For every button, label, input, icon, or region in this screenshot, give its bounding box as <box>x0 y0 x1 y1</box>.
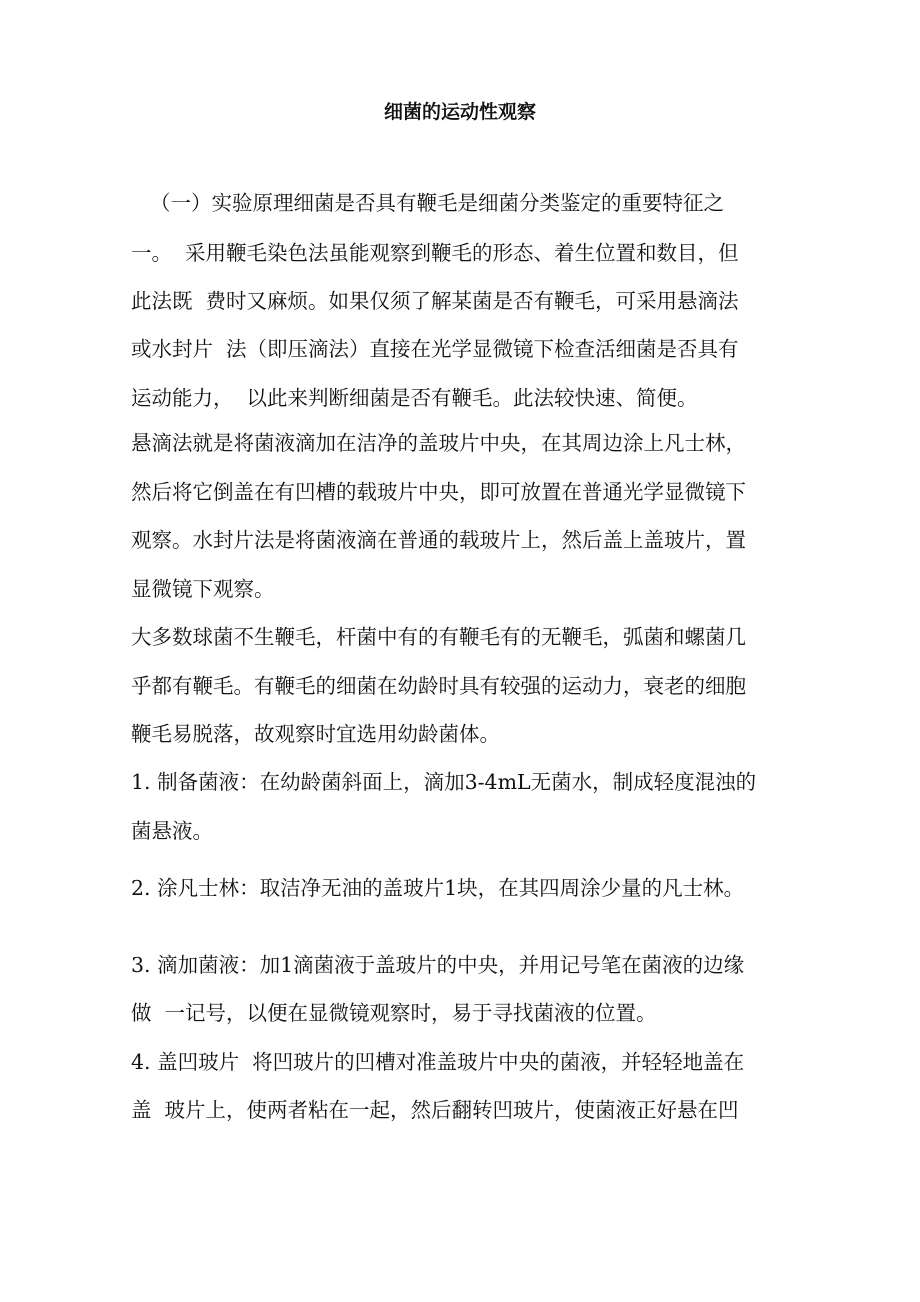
text-line: 盖 玻片上，使两者粘在一起，然后翻转凹玻片，使菌液正好悬在凹 <box>131 1098 739 1122</box>
text-line: （一）实验原理细菌是否具有鞭毛是细菌分类鉴定的重要特征之 <box>150 191 724 215</box>
text-line: 1. 制备菌液：在幼龄菌斜面上，滴加3-4mL无菌水，制成轻度混浊的 <box>131 770 757 794</box>
text-line: 一。 采用鞭毛染色法虽能观察到鞭毛的形态、着生位置和数目，但 <box>131 241 739 265</box>
text-line: 3. 滴加菌液：加1滴菌液于盖玻片的中央，并用记号笔在菌液的边缘 <box>131 953 745 977</box>
text-line: 观察。水封片法是将菌液滴在普通的载玻片上，然后盖上盖玻片，置 <box>131 528 746 552</box>
text-line: 做 一记号，以便在显微镜观察时，易于寻找菌液的位置。 <box>131 1001 657 1025</box>
text-line: 大多数球菌不生鞭毛，杆菌中有的有鞭毛有的无鞭毛，弧菌和螺菌几 <box>131 625 746 649</box>
text-line: 或水封片 法（即压滴法）直接在光学显微镜下检查活细菌是否具有 <box>131 337 739 361</box>
text-line: 鞭毛易脱落，故观察时宜选用幼龄菌体。 <box>131 722 500 746</box>
text-line: 悬滴法就是将菌液滴加在洁净的盖玻片中央，在其周边涂上凡士林， <box>131 431 746 455</box>
text-line: 运动能力， 以此来判断细菌是否有鞭毛。此法较快速、简便。 <box>131 386 698 410</box>
text-line: 乎都有鞭毛。有鞭毛的细菌在幼龄时具有较强的运动力，衰老的细胞 <box>131 674 746 698</box>
text-line: 显微镜下观察。 <box>131 577 275 601</box>
text-line: 然后将它倒盖在有凹槽的载玻片中央，即可放置在普通光学显微镜下 <box>131 480 746 504</box>
text-line: 菌悬液。 <box>131 819 213 843</box>
text-line: 4. 盖凹玻片 将凹玻片的凹槽对准盖玻片中央的菌液，并轻轻地盖在 <box>131 1050 745 1074</box>
document-title: 细菌的运动性观察 <box>383 101 536 123</box>
text-line: 此法既 费时又麻烦。如果仅须了解某菌是否有鞭毛，可采用悬滴法 <box>131 289 739 313</box>
text-line: 2. 涂凡士林：取洁净无油的盖玻片1块，在其四周涂少量的凡士林。 <box>131 876 745 900</box>
